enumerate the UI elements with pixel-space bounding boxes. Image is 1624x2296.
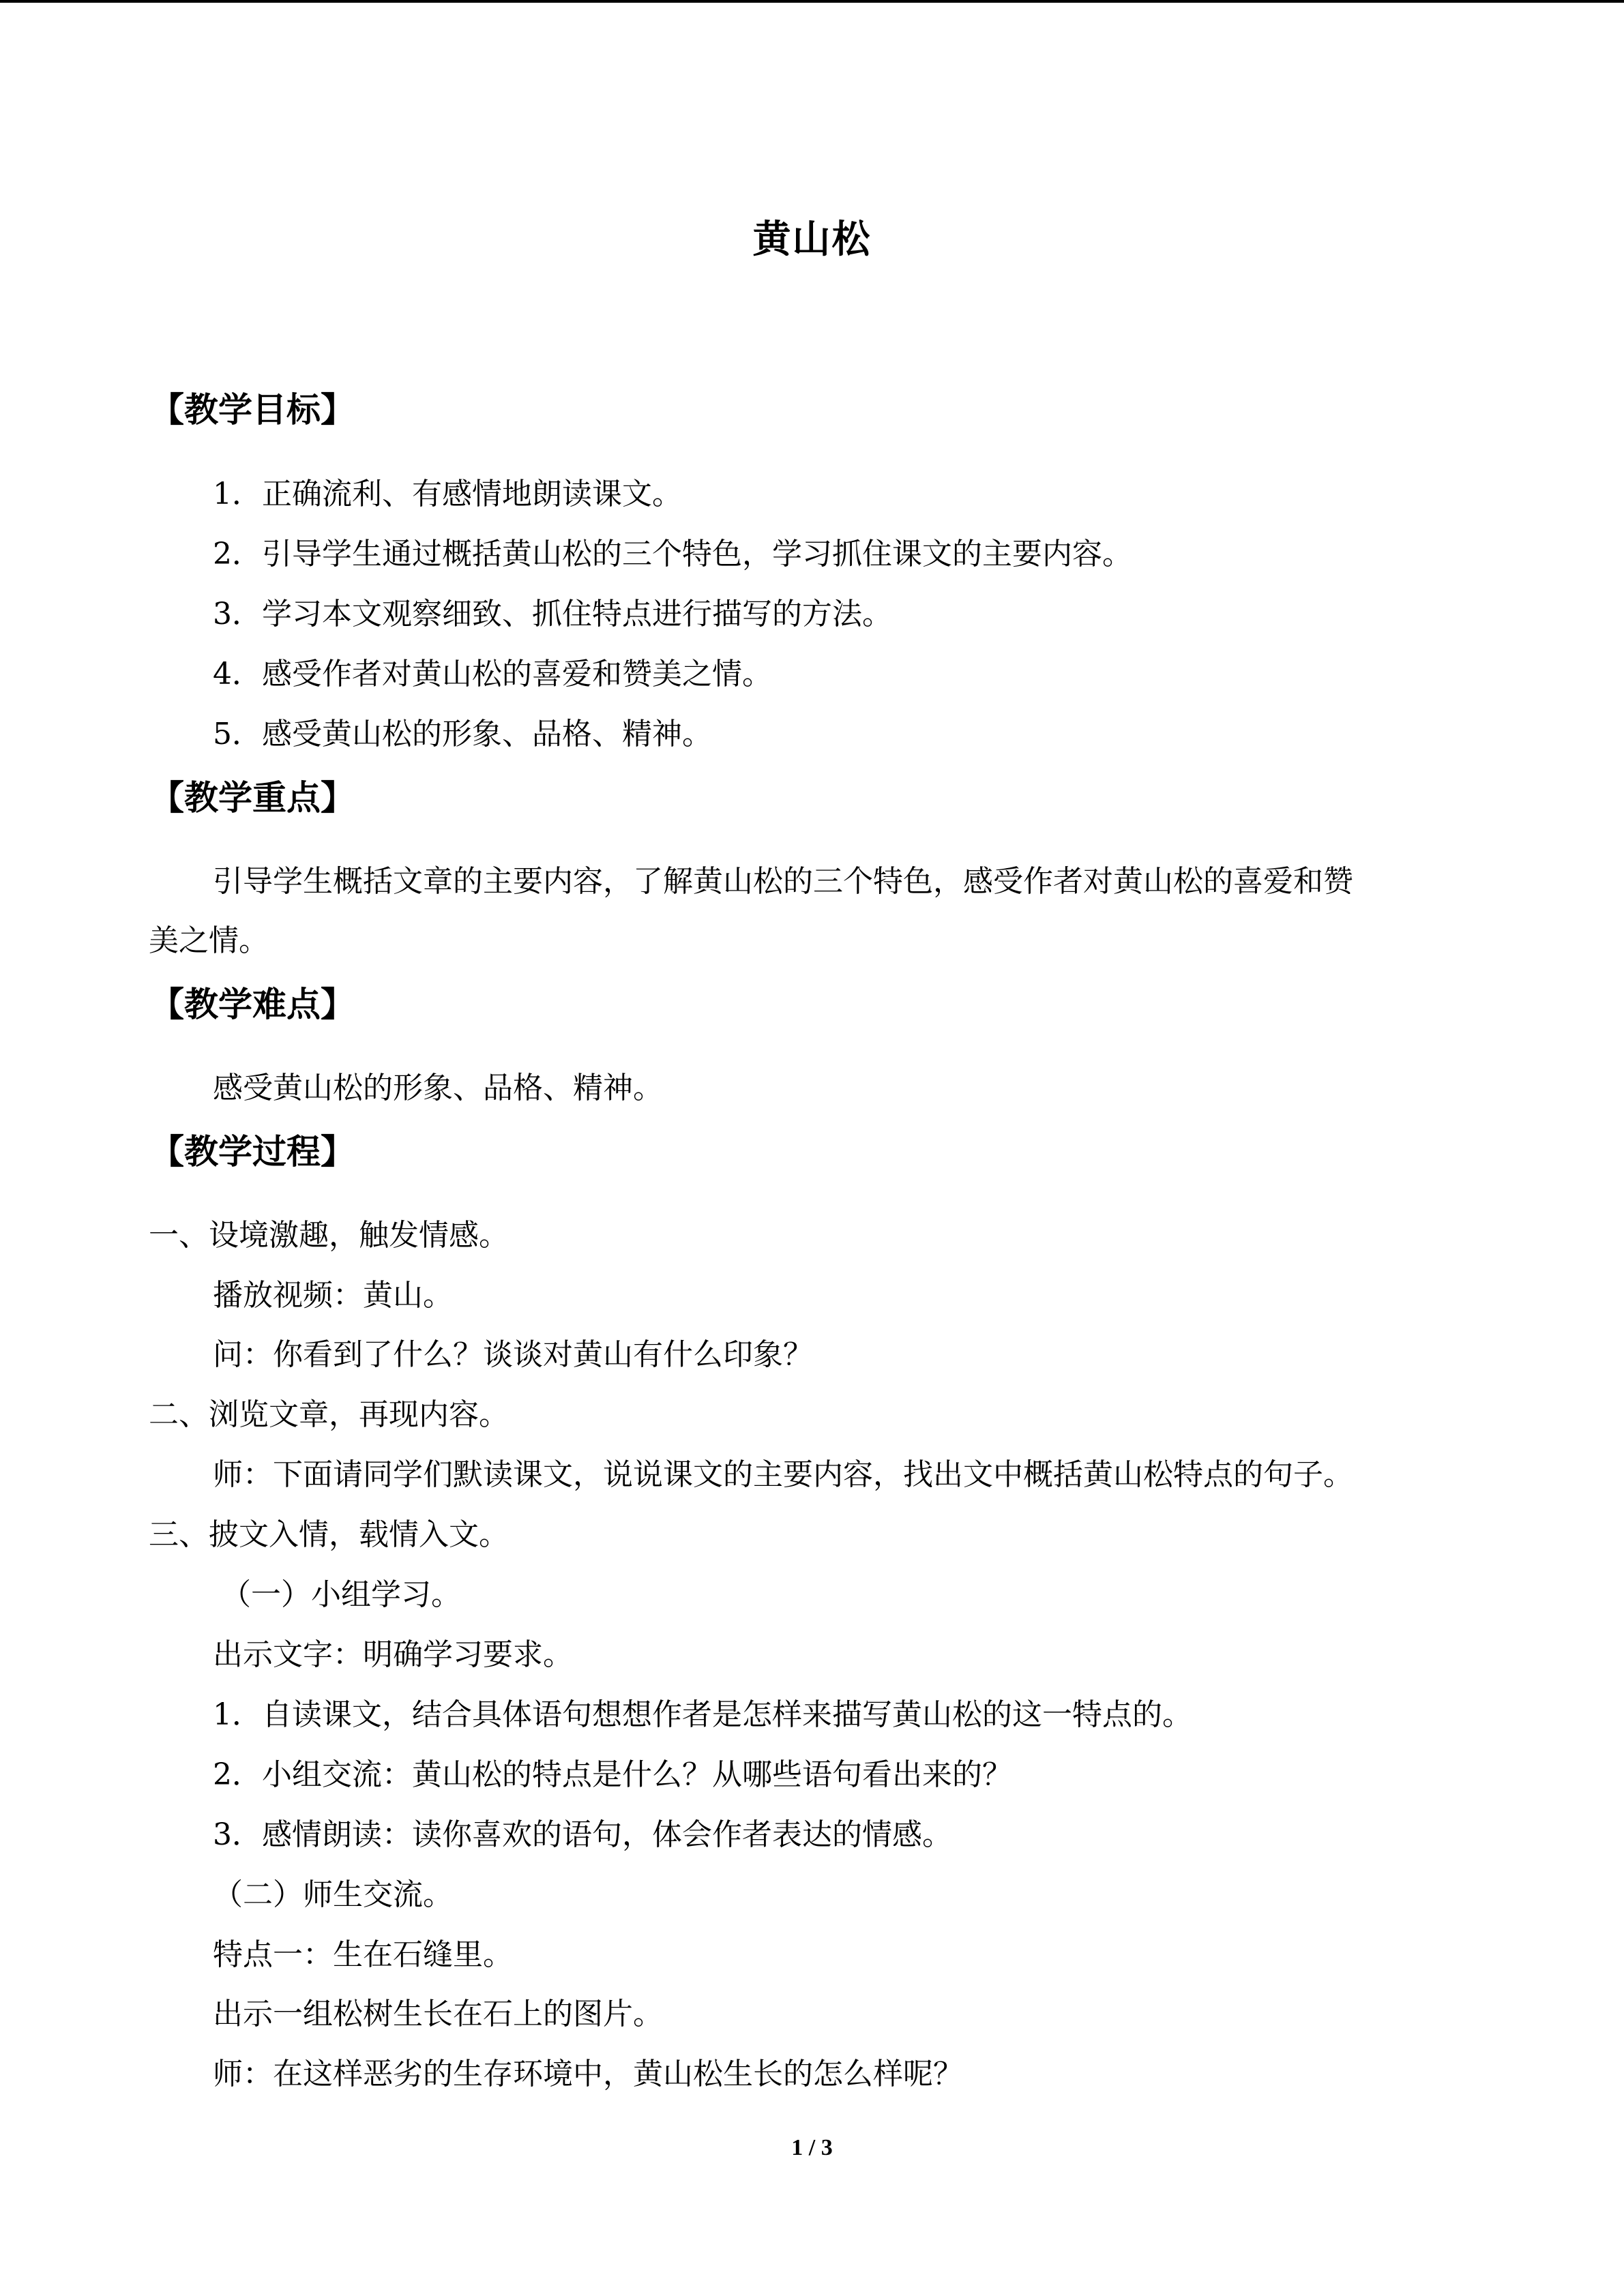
process-step-title: 三、披文入情，载情入文。 — [149, 1517, 509, 1552]
process-step-line: 师：下面请同学们默读课文，说说课文的主要内容，找出文中概括黄山松特点的句子。 — [213, 1457, 1353, 1492]
process-step-title: 一、设境激趣，触发情感。 — [149, 1218, 509, 1253]
objective-item: 2．引导学生通过概括黄山松的三个特色，学习抓住课文的主要内容。 — [213, 537, 1132, 571]
process-step-line: 特点一：生在石缝里。 — [213, 1937, 513, 1972]
difficulties-text: 感受黄山松的形象、品格、精神。 — [213, 1071, 663, 1105]
process-step-line: 问：你看到了什么？谈谈对黄山有什么印象？ — [213, 1337, 813, 1372]
process-subsection-title: （二）师生交流。 — [213, 1877, 453, 1912]
process-step-line: 播放视频：黄山。 — [213, 1278, 453, 1313]
section-heading-process: 【教学过程】 — [150, 1132, 355, 1172]
section-heading-key-points: 【教学重点】 — [150, 778, 355, 818]
process-list-item: 1．自读课文，结合具体语句想想作者是怎样来描写黄山松的这一特点的。 — [213, 1697, 1192, 1732]
objective-item: 5．感受黄山松的形象、品格、精神。 — [213, 717, 712, 751]
process-subsection-title: （一）小组学习。 — [221, 1577, 461, 1612]
process-step-line: 出示一组松树生长在石上的图片。 — [213, 1997, 663, 2031]
objective-item: 4．感受作者对黄山松的喜爱和赞美之情。 — [213, 657, 772, 691]
document-title: 黄山松 — [752, 218, 872, 262]
process-step-line: 出示文字：明确学习要求。 — [213, 1637, 573, 1672]
top-border-rule — [0, 0, 1624, 3]
process-list-item: 2．小组交流：黄山松的特点是什么？从哪些语句看出来的？ — [213, 1757, 1012, 1792]
process-step-title: 二、浏览文章，再现内容。 — [149, 1397, 509, 1432]
key-points-text-line1: 引导学生概括文章的主要内容，了解黄山松的三个特色，感受作者对黄山松的喜爱和赞 — [213, 864, 1353, 899]
process-step-line: 师：在这样恶劣的生存环境中，黄山松生长的怎么样呢？ — [213, 2057, 963, 2091]
section-heading-difficulties: 【教学难点】 — [150, 985, 355, 1024]
key-points-text-line2: 美之情。 — [149, 923, 269, 958]
page-number: 1 / 3 — [791, 2135, 833, 2160]
objective-item: 3．学习本文观察细致、抓住特点进行描写的方法。 — [213, 597, 892, 631]
section-heading-objectives: 【教学目标】 — [150, 390, 355, 430]
process-list-item: 3．感情朗读：读你喜欢的语句，体会作者表达的情感。 — [213, 1817, 952, 1852]
objective-item: 1．正确流利、有感情地朗读课文。 — [213, 477, 682, 511]
